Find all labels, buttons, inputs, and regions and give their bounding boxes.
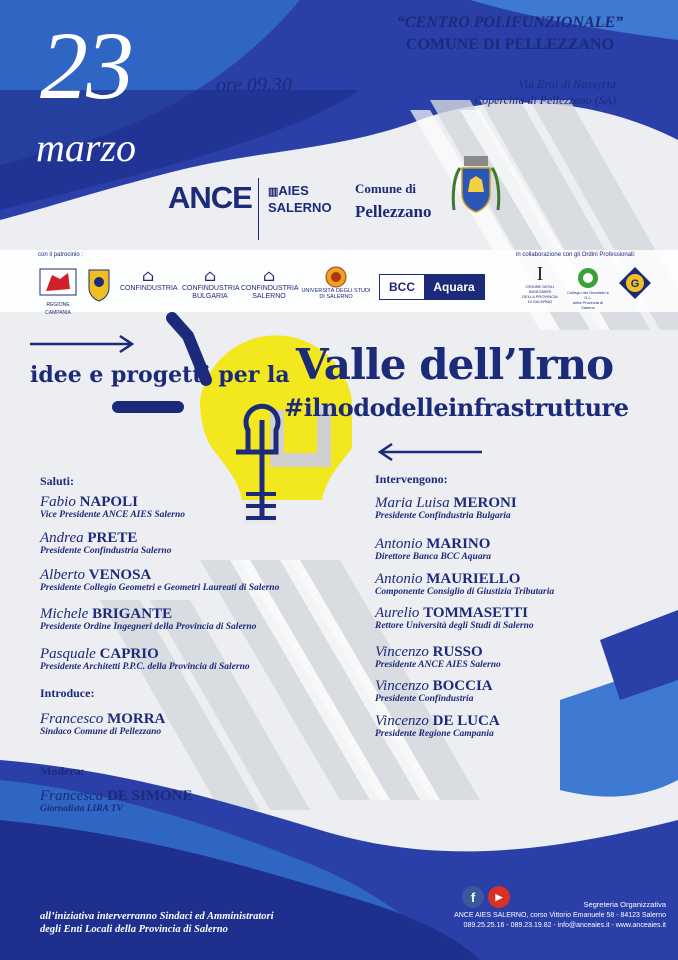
ordine-architetti-icon — [618, 266, 652, 300]
building-icon: ▥ — [268, 186, 279, 198]
facebook-icon[interactable]: f — [462, 886, 484, 908]
segreteria-label: Segreteria Organizzativa — [583, 900, 666, 909]
collegio-geometri-logo: Collegio dei Geometri e G.L. della Provincia di Salerno — [566, 266, 610, 310]
title-intro: idee e progetti per la — [30, 362, 290, 388]
comune-di-label: Comune di — [355, 181, 417, 196]
intervengono-heading: Intervengono: — [375, 472, 448, 486]
pellezzano-crest-icon — [450, 154, 502, 220]
speaker: Antonio MAURIELLO Componente Consiglio di Giustizia Tributaria — [375, 571, 555, 597]
title-main: Valle dell’Irno — [296, 340, 614, 389]
pellezzano-label: Pellezzano — [355, 202, 432, 221]
aies-salerno-logo: ▥AIES SALERNO — [268, 183, 332, 215]
divider — [258, 178, 259, 240]
speaker: Maria Luisa MERONI Presidente Confindustria Bulgaria — [375, 495, 517, 521]
youtube-icon[interactable]: ▶ — [488, 886, 510, 908]
speaker: Fabio NAPOLI Vice Presidente ANCE AIES Salerno — [40, 494, 185, 520]
venue-address-street: Via Eroi di Nassyria — [518, 77, 616, 91]
ance-logo: ANCE — [168, 180, 252, 215]
venue-comune: COMUNE DI PELLEZZANO — [405, 36, 615, 53]
regione-campania-logo: REGIONE CAMPANIA — [38, 267, 78, 317]
speaker: Vincenzo DE LUCA Presidente Regione Campania — [375, 713, 500, 739]
unisa-logo: UNIVERSITÀ DEGLI STUDI DI SALERNO — [301, 266, 371, 300]
collegio-geometri-icon — [576, 266, 600, 290]
speaker: Aurelio TOMMASETTI Rettore Università degli Studi di Salerno — [375, 605, 534, 631]
confindustria-logo: ⌂ CONFINDUSTRIA — [120, 266, 178, 292]
speaker: Alberto VENOSA Presidente Collegio Geometri e Geometri Laureati di Salerno — [40, 567, 280, 593]
introduce-heading: Introduce: — [40, 686, 95, 700]
patrocinio-label: con il patrocinio : — [38, 252, 84, 258]
speaker: Vincenzo BOCCIA Presidente Confindustria — [375, 678, 493, 704]
venue-name: “CENTRO POLIFUNZIONALE” — [396, 14, 624, 31]
unisa-seal-icon — [325, 266, 347, 288]
speaker: Andrea PRETE Presidente Confindustria Salerno — [40, 530, 172, 556]
modera-heading: Modera: — [40, 764, 85, 778]
collaborazione-label: in collaborazione con gli Ordini Professionali: — [516, 252, 636, 258]
segreteria-address: ANCE AIES SALERNO, corso Vittorio Emanuele 58 - 84123 Salerno — [454, 912, 666, 919]
footer-note: all’iniziativa interverranno Sindaci ed Amministratori degli Enti Locali della Provincia di Salerno — [40, 911, 274, 935]
confindustria-bulgaria-logo: ⌂ CONFINDUSTRIA BULGARIA — [182, 266, 240, 300]
confindustria-icon: ⌂ — [141, 266, 155, 285]
regione-campania-icon — [38, 267, 78, 297]
title-hashtag: #ilnododelleinfrastrutture — [284, 393, 629, 422]
confindustria-salerno-logo: ⌂ CONFINDUSTRIA SALERNO — [241, 266, 299, 300]
speaker: Pasquale CAPRIO Presidente Architetti P.P.C. della Provincia di Salerno — [40, 646, 250, 672]
speaker: Francesco MORRA Sindaco Comune di Pellezzano — [40, 711, 166, 737]
speaker: Antonio MARINO Direttore Banca BCC Aquara — [375, 536, 492, 562]
bcc-aquara-logo: BCC Aquara — [379, 274, 485, 300]
speaker: Francesca DE SIMONE Giornalista LIRA TV — [40, 788, 193, 814]
segreteria-contacts[interactable]: 089.25.25.16 - 089.23.19.82 - info@anceaies.it - www.anceaies.it — [463, 922, 666, 929]
event-month: marzo — [36, 125, 137, 170]
provincia-salerno-crest-icon — [86, 266, 112, 302]
svg-text:G: G — [630, 278, 640, 290]
saluti-heading: Saluti: — [40, 474, 75, 488]
confindustria-icon: ⌂ — [262, 266, 276, 285]
ordine-ingegneri-logo: I ORDINE DEGLI INGEGNERI DELLA PROVINCIA DI SALERNO — [522, 263, 558, 304]
venue-address-city: Coperchia di Pellezzano (SA) — [474, 93, 616, 107]
confindustria-icon: ⌂ — [203, 266, 217, 285]
speaker: Michele BRIGANTE Presidente Ordine Ingegneri della Provincia di Salerno — [40, 606, 257, 632]
event-time: ore 09.30 — [216, 74, 292, 96]
event-day: 23 — [40, 12, 132, 119]
speaker: Vincenzo RUSSO Presidente ANCE AIES Salerno — [375, 644, 501, 670]
